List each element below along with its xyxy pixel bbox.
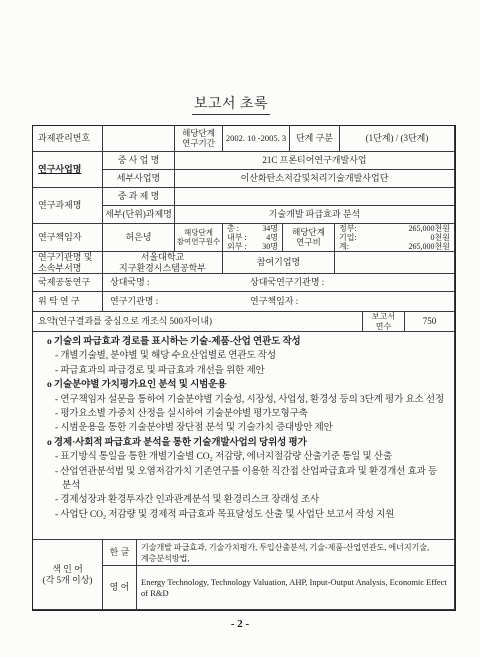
summary-item: - 개별기술별, 분야별 및 해당 수요산업별로 연관도 작성 xyxy=(55,351,276,362)
staff-internal-value: 4명 xyxy=(266,233,278,242)
period-label: 해당단계 연구기간 xyxy=(175,126,223,152)
page-count-label: 보고서 면수 xyxy=(363,312,405,332)
management-number-label: 과제관리번호 xyxy=(33,126,103,152)
project-label: 연구과제명 xyxy=(33,188,103,224)
budget-government-value: 265,000천원 xyxy=(408,224,450,233)
management-number-value xyxy=(103,126,175,152)
document-title xyxy=(0,96,462,115)
period-value: 2002. 10 -2005. 3 xyxy=(223,126,290,152)
staff-total-label: 총 : xyxy=(227,224,239,233)
staff-total-value: 34명 xyxy=(262,224,278,233)
budget-company-label: 기업: xyxy=(339,233,357,242)
main-project-label: 중 과 제 명 xyxy=(103,188,175,206)
staff-count-breakdown xyxy=(223,224,283,252)
budget-government-label: 정부: xyxy=(339,224,357,233)
main-program-label: 중 사 업 명 xyxy=(103,152,175,170)
english-keywords-label: 영 어 xyxy=(103,566,137,610)
summary-item: - 경제성장과 환경투자간 인과관계분석 및 환경리스크 장래성 조사 xyxy=(55,495,320,506)
participating-company-label: 참여기업명 xyxy=(223,252,335,274)
summary-item: - 표기방식 통일을 통한 개별기술별 CO₂ 저감량, 에너지절감량 산출기준 통일 및 산출 xyxy=(55,452,393,463)
outsourced-label: 위 탁 연 구 xyxy=(33,292,103,312)
budget-total-value: 265,000천원 xyxy=(408,242,450,251)
budget-label: 해당단계 연구비 xyxy=(283,224,335,252)
budget-company-value: 0천원 xyxy=(430,233,450,242)
abstract-table xyxy=(33,126,455,610)
institution-value xyxy=(103,252,223,274)
partner-country-label: 상대국명 : xyxy=(103,274,243,292)
korean-keywords-value: 기술개발 파급효과, 기술가치평가, 투입산출분석, 기술-제품-산업연관도, 에너지기술, 계층분석방법, xyxy=(137,540,455,566)
summary-item: - 파급효과의 파급경로 및 파급효과 개선을 위한 제안 xyxy=(55,365,265,376)
staff-external-label: 외부 : xyxy=(227,242,247,251)
budget-government-row xyxy=(339,224,450,233)
summary-heading: o 기술분야별 가치평가요인 분석 및 시범운용 xyxy=(47,380,227,391)
institution-department: 지구환경시스템공학부 xyxy=(119,262,206,273)
budget-breakdown xyxy=(335,224,455,252)
lead-name: 허은녕 xyxy=(103,224,175,252)
budget-total-label: 계: xyxy=(339,242,349,251)
keywords-label xyxy=(33,540,103,610)
document-title-text: 보고서 초록 xyxy=(192,96,270,115)
international-label: 국제공동연구 xyxy=(33,274,103,292)
summary-body xyxy=(33,332,455,540)
stage-value: (1단계) / (3단계) xyxy=(340,126,455,152)
summary-label: 요약(연구결과를 중심으로 개조식 500자이내) xyxy=(33,312,363,332)
sub-program-value: 이산화탄소저감및처리기술개발사업단 xyxy=(175,170,455,188)
stage-label: 단계 구분 xyxy=(290,126,340,152)
program-label-text: 연구사업명 xyxy=(38,164,82,175)
summary-heading: o 기술의 파급효과 경로를 표시하는 기술-제품-산업 연관도 작성 xyxy=(47,337,301,347)
outsourced-lead-label: 연구책임자 : xyxy=(243,292,455,312)
summary-heading: o 경제·사회적 파급효과 분석을 통한 기술개발사업의 당위성 평가 xyxy=(47,437,307,448)
page-number: - 2 - xyxy=(230,618,250,630)
page-count-value: 750 xyxy=(405,312,455,332)
institution-name: 서울대학교 xyxy=(140,252,185,263)
sub-program-label: 세부사업명 xyxy=(103,170,175,188)
staff-internal-label: 내부 : xyxy=(227,233,247,242)
summary-item: - 평가요소별 가중치 산정을 실시하여 기술분야별 평가모형구축 xyxy=(55,409,308,420)
institution-label: 연구기관명 및 소속부서명 xyxy=(33,252,103,274)
staff-internal-row xyxy=(227,233,278,242)
lead-label: 연구책임자 xyxy=(33,224,103,252)
partner-institution-label: 상대국연구기관명 : xyxy=(243,274,455,292)
sub-project-value: 기술개발 파급효과 분석 xyxy=(175,206,455,224)
budget-total-row xyxy=(339,242,450,251)
korean-keywords-label: 한 글 xyxy=(103,540,137,566)
program-label xyxy=(33,152,103,188)
keywords-note: (각 5개 이상) xyxy=(42,574,93,585)
summary-item: - 사업단 CO₂ 저감량 및 경제적 파급효과 목표달성도 산출 및 사업단 보고서 작성 지원 xyxy=(55,509,395,520)
staff-total-row xyxy=(227,224,278,233)
sub-project-label: 세부(단위)과제명 xyxy=(103,206,175,224)
staff-count-label: 해당단계 참여연구원수 xyxy=(175,224,223,252)
summary-item: - 시범운용을 통한 기술분야별 장단점 분석 및 기술가치 증대방안 제안 xyxy=(55,423,333,434)
main-project-value xyxy=(175,188,455,206)
participating-company-value xyxy=(335,252,455,274)
summary-item: - 연구책임자 설문을 통하여 기술분야별 기술성, 시장성, 사업성, 환경성 등의 3단계 평가 요소 선정 xyxy=(55,394,445,405)
summary-item: - 산업연관분석법 및 오염저감가치 기존연구를 이용한 직간접 산업파급효과 및 환경개선 효과 등 분석 xyxy=(55,466,438,492)
staff-external-value: 30명 xyxy=(262,242,278,251)
english-keywords-value: Energy Technology, Technology Valuation, AHP, Input-Output Analysis, Economic Effect of R&D xyxy=(137,566,455,610)
main-program-value: 21C 프론티어연구개발사업 xyxy=(175,152,455,170)
outsourced-institution-label: 연구기관명 : xyxy=(103,292,243,312)
staff-external-row xyxy=(227,242,278,251)
budget-company-row xyxy=(339,233,450,242)
keywords-label-text: 색 인 어 xyxy=(52,564,83,575)
